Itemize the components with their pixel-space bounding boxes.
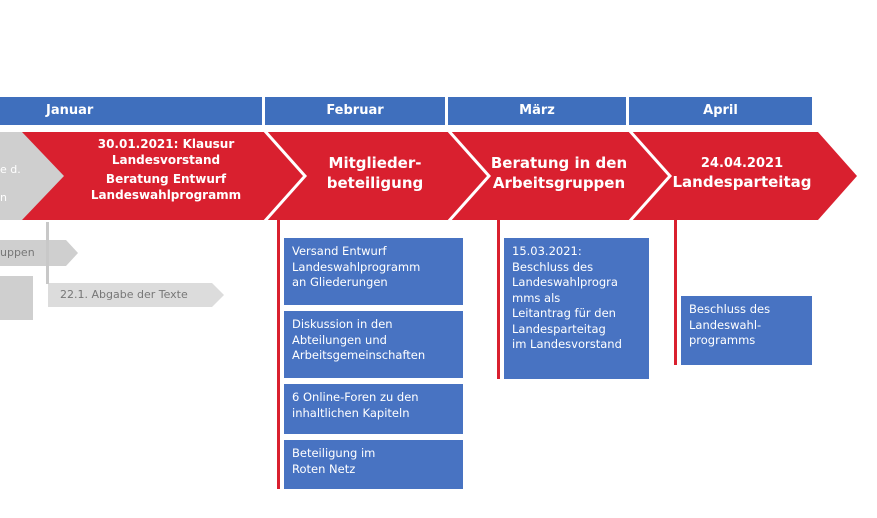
phase-january-line1: 30.01.2021: Klausur [97, 137, 235, 151]
march-connector [497, 220, 500, 379]
phase-march-line2: Arbeitsgruppen [492, 173, 626, 192]
phase-february [300, 154, 450, 193]
april-box: Beschluss des Landeswahl- programms [681, 296, 812, 365]
february-connector [277, 220, 280, 489]
phase-april [664, 156, 820, 192]
phase-january-line4: Landeswahlprogramm [90, 187, 242, 202]
february-box-2: Diskussion in den Abteilungen und Arbeitsgemeinschaften [284, 311, 463, 378]
march-box: 15.03.2021: Beschluss des Landeswahlprogra mms als Leitantrag für den Landesparteitag im Landesvorstand [504, 238, 649, 379]
phase-april-line2: Landesparteitag [672, 172, 812, 191]
phase-january-line3: Beratung Entwurf [105, 172, 227, 187]
gray-chevron-text-2: n [0, 191, 7, 204]
february-box-4: Beteiligung im Roten Netz [284, 440, 463, 489]
gray-chevron-text-1: e d. [0, 163, 21, 176]
phase-march-line1: Beratung in den [490, 154, 628, 172]
gray-arrow-2-label: 22.1. Abgabe der Texte [60, 288, 188, 301]
phase-february-line1: Mitglieder- [328, 154, 422, 172]
month-header-april: April [629, 97, 812, 125]
month-header-januar: Januar [0, 97, 262, 125]
gray-connector [46, 222, 49, 284]
gray-block-left [0, 276, 33, 320]
phase-january-line2: Landesvorstand [111, 152, 221, 167]
phase-january [68, 137, 264, 203]
phase-february-line2: beteiligung [326, 173, 424, 192]
gray-arrow-1-label: uppen [0, 246, 35, 259]
month-header-februar: Februar [265, 97, 445, 125]
phase-march [484, 154, 634, 193]
month-header-maerz: März [448, 97, 626, 125]
april-connector [674, 220, 677, 365]
phase-april-line1: 24.04.2021 [700, 156, 784, 171]
february-box-3: 6 Online-Foren zu den inhaltlichen Kapiteln [284, 384, 463, 434]
february-box-1: Versand Entwurf Landeswahlprogramm an Gliederungen [284, 238, 463, 305]
